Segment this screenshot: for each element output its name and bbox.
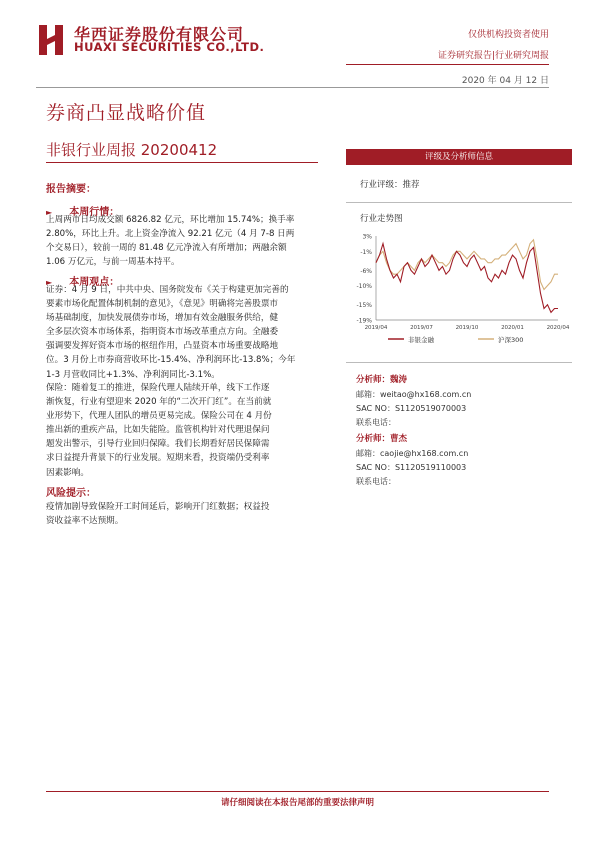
footer-rule bbox=[46, 791, 549, 792]
legend-label: 沪深300 bbox=[498, 336, 524, 344]
x-tick-label: 2019/07 bbox=[410, 325, 433, 331]
industry-rating: 行业评级：推荐 bbox=[360, 180, 420, 190]
analyst-name: 魏涛 bbox=[390, 375, 408, 385]
analyst-role: 分析师： bbox=[356, 434, 391, 444]
analyst-block bbox=[356, 426, 566, 487]
market-line: 上周两市日均成交额 6826.82 亿元，环比增加 15.74%；换手率 bbox=[46, 215, 295, 225]
securities-line: 位。3 月份上市券商营收环比-15.4%、净利润环比-13.8%；今年 bbox=[46, 355, 296, 366]
analyst-sac: SAC NO：S1120519110003 bbox=[356, 463, 467, 472]
series-line bbox=[376, 240, 558, 290]
x-tick-label: 2019/04 bbox=[364, 325, 388, 331]
bullet-icon: ► bbox=[46, 278, 53, 287]
market-line: 2.80%，环比上升。北上资金净流入 92.21 亿元（4 月 7-8 日两 bbox=[46, 229, 295, 240]
securities-line: 要素市场化配置体制机制的意见》，《意见》明确将完善股票市 bbox=[46, 299, 279, 310]
header-divider bbox=[346, 64, 549, 65]
report-title: 券商凸显战略价值 bbox=[46, 102, 207, 124]
rating-divider bbox=[346, 202, 572, 203]
analyst-block bbox=[356, 367, 566, 428]
risk-line: 疫情加剧导致保险开工时间延后，影响开门红数据；权益投 bbox=[46, 502, 270, 512]
insurance-line: 保险：随着复工的推进，保险代理人陆续开单，线下工作逐 bbox=[46, 383, 270, 393]
market-line: 个交易日），较前一周的 81.48 亿元净流入有所增加；两融余额 bbox=[46, 243, 287, 254]
market-heading-text: 本周行情： bbox=[69, 207, 120, 218]
legend-label: 非银金融 bbox=[408, 336, 434, 344]
risk-paragraph bbox=[46, 500, 320, 528]
analyst-phone: 联系电话： bbox=[356, 477, 396, 486]
bullet-icon: ► bbox=[46, 208, 53, 217]
report-date: 2020 年 04 月 12 日 bbox=[461, 76, 549, 86]
company-name-cn: 华西证券股份有限公司 bbox=[74, 25, 245, 44]
securities-line: 全多层次资本市场体系，指明资本市场改革重点方向。全融委 bbox=[46, 327, 279, 338]
company-logo-icon bbox=[36, 22, 66, 58]
risk-heading: 风险提示： bbox=[46, 488, 96, 499]
analyst-phone: 联系电话： bbox=[356, 418, 396, 427]
chart-title: 行业走势图 bbox=[360, 214, 403, 224]
risk-line: 资收益率不达预期。 bbox=[46, 516, 124, 527]
report-category: 证券研究报告|行业研究周报 bbox=[437, 51, 549, 61]
insurance-line: 求日益提升背景下的行业发展。短期来看，投资端仍受利率 bbox=[46, 453, 270, 464]
legal-disclaimer: 请仔细阅读在本报告尾部的重要法律声明 bbox=[220, 798, 374, 808]
report-subtitle: 非银行业周报 20200412 bbox=[46, 141, 218, 159]
analyst-email: 邮箱：caojie@hx168.com.cn bbox=[356, 449, 469, 458]
securities-paragraph bbox=[46, 283, 320, 382]
summary-label: 报告摘要： bbox=[46, 184, 96, 195]
analyst-role: 分析师： bbox=[356, 375, 391, 385]
analyst-email: 邮箱：weitao@hx168.com.cn bbox=[356, 390, 472, 399]
subtitle-rule bbox=[46, 162, 318, 163]
y-tick-label: -1% bbox=[360, 248, 372, 256]
y-tick-label: -10% bbox=[356, 283, 372, 291]
securities-line: 场基础制度，加快发展债券市场，增加有效金融服务供给，健 bbox=[46, 313, 279, 324]
series-line bbox=[376, 244, 558, 313]
y-tick-label: -19% bbox=[356, 317, 372, 325]
x-tick-label: 2020/01 bbox=[501, 325, 524, 331]
y-tick-label: -15% bbox=[356, 302, 372, 310]
company-name-en: HUAXI SECURITIES CO.,LTD. bbox=[74, 40, 265, 54]
market-paragraph bbox=[46, 213, 320, 269]
insurance-line: 渐恢复，行业有望迎来 2020 年的“二次开门红”。在当前就 bbox=[46, 397, 272, 408]
securities-line: 1-3 月营收同比+1.3%、净利润同比-3.1%。 bbox=[46, 369, 220, 380]
insurance-line: 因素影响。 bbox=[46, 467, 89, 478]
analyst-name: 曹杰 bbox=[390, 434, 408, 444]
insurance-line: 业形势下，代理人团队的增员更易完成。保险公司在 4 月份 bbox=[46, 411, 272, 422]
securities-line: 强调要发挥好资本市场的枢纽作用，凸显资本市场重要战略地 bbox=[46, 341, 279, 352]
audience-notice: 仅供机构投资者使用 bbox=[467, 30, 549, 40]
analyst-sac: SAC NO：S1120519070003 bbox=[356, 404, 467, 413]
x-tick-label: 2019/10 bbox=[455, 325, 479, 331]
securities-line: 证券：4 月 9 日，中共中央、国务院发布《关于构建更加完善的 bbox=[46, 285, 289, 295]
x-tick-label: 2020/04 bbox=[546, 325, 570, 331]
sidebar-header: 评级及分析师信息 bbox=[346, 149, 572, 165]
y-tick-label: -6% bbox=[360, 267, 372, 275]
market-line: 1.06 万亿元，与前一周基本持平。 bbox=[46, 257, 180, 268]
insurance-line: 推出新的重疾产品，比如失能险。监管机构针对代理退保问 bbox=[46, 425, 270, 436]
chart-divider bbox=[346, 362, 572, 363]
insurance-line: 题发出警示，引导行业回归保障。我们长期看好居民保障需 bbox=[46, 439, 270, 450]
industry-trend-chart bbox=[346, 228, 572, 350]
insurance-paragraph bbox=[46, 381, 320, 480]
y-tick-label: 3% bbox=[362, 233, 372, 241]
view-heading-text: 本周观点： bbox=[69, 277, 120, 288]
header-rule bbox=[36, 87, 549, 88]
